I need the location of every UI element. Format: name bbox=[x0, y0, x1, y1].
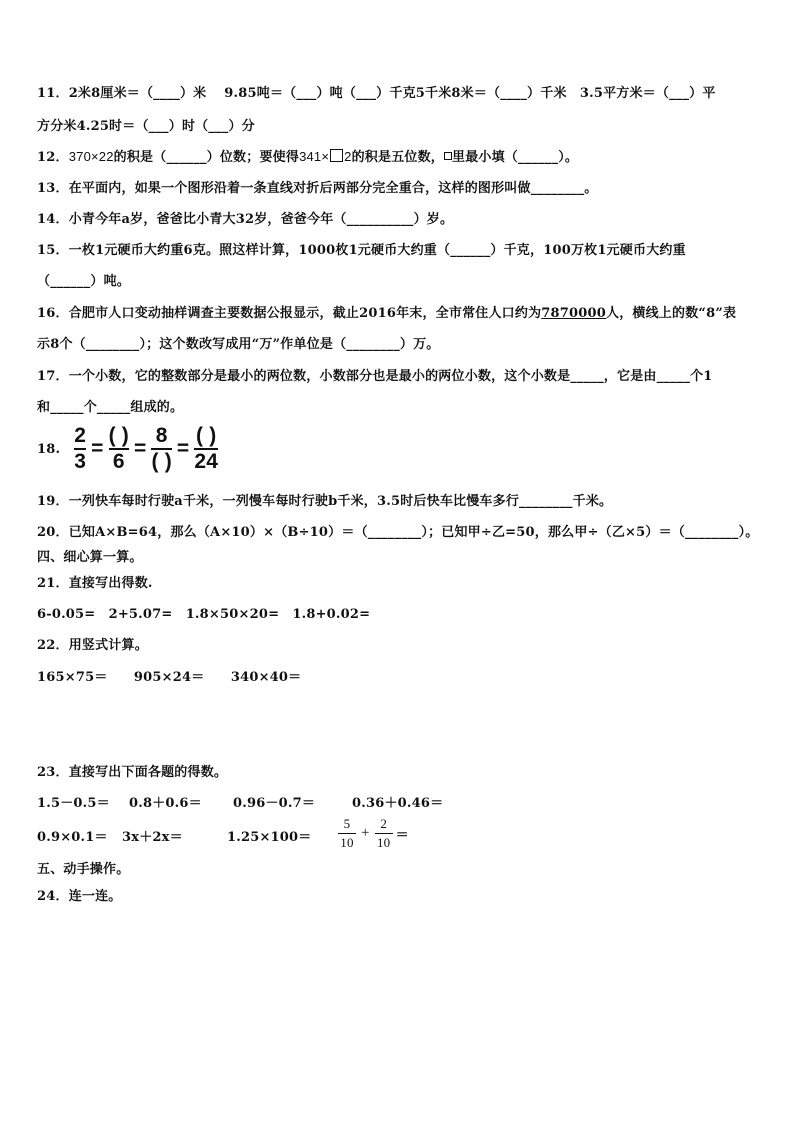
fraction-2-10 bbox=[375, 816, 393, 851]
q23-item-6: 3x＋2x＝ bbox=[122, 830, 183, 845]
q12-expression2a: 341× bbox=[299, 149, 330, 164]
question-22-items: 165×75＝ 905×24＝ 340×40＝ bbox=[37, 670, 302, 685]
q23-item-2: 0.8＋0.6＝ bbox=[129, 796, 202, 811]
question-20: 20．已知A×B=64，那么（A×10）×（B÷10）＝（________）；已知甲÷乙=50，那么甲÷（乙×5）＝（________）。 bbox=[37, 525, 759, 540]
fraction-numerator: 2 bbox=[380, 816, 388, 831]
fraction-2 bbox=[109, 425, 129, 473]
section-5-heading: 五、动手操作。 bbox=[37, 862, 130, 877]
fraction-2-denominator: 6 bbox=[112, 450, 125, 473]
plus-sign: + bbox=[361, 825, 370, 841]
fraction-numerator: 5 bbox=[343, 816, 351, 831]
fraction-4-numerator: ( ) bbox=[196, 424, 217, 447]
q12-middle: 的积是（______）位数；要使得 bbox=[113, 150, 300, 165]
q18-label: 18. bbox=[37, 441, 61, 457]
small-square-icon bbox=[444, 152, 452, 160]
q12-expression: 370×22 bbox=[68, 149, 114, 164]
question-14: 14．小青今年a岁，爸爸比小青大32岁，爸爸今年（__________）岁。 bbox=[37, 212, 454, 227]
section-4-heading: 四、细心算一算。 bbox=[37, 550, 143, 565]
question-15-line1: 15．一枚1元硬币大约重6克。照这样计算，1000枚1元硬币大约重（______）千克，100万枚1元硬币大约重 bbox=[37, 243, 686, 258]
question-11-line2: 方分米4.25时＝（___）时（___）分 bbox=[37, 119, 255, 134]
fraction-3 bbox=[151, 425, 171, 473]
question-13: 13．在平面内，如果一个图形沿着一条直线对折后两部分完全重合，这样的图形叫做________。 bbox=[37, 181, 598, 196]
q23-item-4: 0.36＋0.46＝ bbox=[352, 796, 444, 811]
q12-post2: 里最小填（______）。 bbox=[452, 150, 579, 165]
question-23-title: 23．直接写出下面各题的得数。 bbox=[37, 765, 228, 780]
fraction-denominator: 10 bbox=[376, 835, 391, 850]
question-11-line1: 11．2米8厘米＝（____）米 9.85吨＝（___）吨（___）千克5千米8米＝（____）千米 3.5平方米＝（___）平 bbox=[37, 86, 716, 101]
q23-item-3: 0.96－0.7＝ bbox=[233, 796, 316, 811]
blank-square-icon bbox=[330, 149, 343, 162]
question-17-line1: 17．一个小数，它的整数部分是最小的两位数，小数部分也是最小的两位小数，这个小数是_____，它是由_____个1 bbox=[37, 369, 713, 384]
fraction-5-10 bbox=[338, 816, 356, 851]
q12-prefix: 12． bbox=[37, 150, 69, 165]
q16-pre: 16．合肥市人口变动抽样调查主要数据公报显示，截止2016年末，全市常住人口约为 bbox=[37, 306, 542, 321]
fraction-1 bbox=[74, 425, 86, 473]
equals-sign: = bbox=[176, 437, 190, 460]
q23-fraction-expression bbox=[338, 816, 409, 851]
question-16-line1 bbox=[37, 302, 736, 321]
fraction-3-numerator: 8 bbox=[155, 424, 168, 447]
fraction-1-numerator: 2 bbox=[74, 424, 87, 447]
question-12 bbox=[37, 146, 578, 165]
q23-item-5: 0.9×0.1＝ bbox=[37, 830, 108, 845]
q23-item-7: 1.25×100＝ bbox=[227, 830, 312, 845]
question-21-items: 6-0.05= 2+5.07= 1.8×50×20= 1.8+0.02= bbox=[37, 607, 371, 622]
question-18 bbox=[37, 425, 218, 473]
equals-sign: = bbox=[91, 437, 104, 460]
q23-item-1: 1.5－0.5＝ bbox=[37, 796, 110, 811]
question-19: 19．一列快车每时行驶a千米，一列慢车每时行驶b千米，3.5时后快车比慢车多行________千米。 bbox=[37, 494, 613, 509]
fraction-4-denominator: 24 bbox=[194, 450, 219, 473]
equals-sign: ＝ bbox=[395, 827, 409, 842]
fraction-4 bbox=[194, 425, 218, 473]
q12-post: 的积是五位数， bbox=[351, 150, 444, 165]
question-22-title: 22．用竖式计算。 bbox=[37, 638, 148, 653]
fraction-3-denominator: ( ) bbox=[151, 450, 172, 473]
question-24: 24．连一连。 bbox=[37, 889, 122, 904]
question-15-line2: （______）吨。 bbox=[37, 274, 131, 289]
question-16-line2: 示8个（________）；这个数改写成用“万”作单位是（________）万。 bbox=[37, 337, 440, 352]
fraction-denominator: 10 bbox=[340, 835, 354, 850]
q16-post: 人，横线上的数“8”表 bbox=[606, 306, 737, 321]
equals-sign: = bbox=[134, 437, 147, 460]
fraction-1-denominator: 3 bbox=[74, 450, 87, 473]
q16-population: 7870000 bbox=[541, 306, 606, 321]
question-17-line2: 和_____个_____组成的。 bbox=[37, 400, 184, 415]
question-21-title: 21．直接写出得数. bbox=[37, 576, 153, 591]
q12-expression2b: 2 bbox=[344, 149, 352, 164]
fraction-2-numerator: ( ) bbox=[108, 424, 129, 447]
